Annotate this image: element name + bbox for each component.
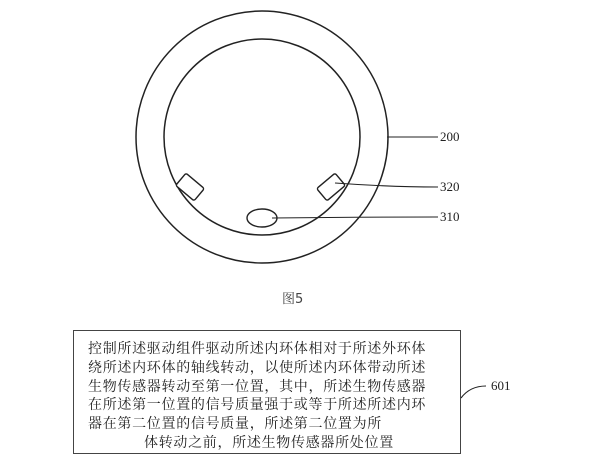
label-310: 310 [440,209,460,224]
inner-ring [164,39,360,235]
step-text-line: 绕所述内环体的轴线转动，以使所述内环体带动所述 [88,359,427,376]
step-text-line: 在所述第一位置的信号质量强于或等于所述所述内环 [88,397,427,414]
step-text-line: 控制所述驱动组件驱动所述内环体相对于所述外环体 [88,341,427,357]
step-601-box [73,330,461,454]
leader-601 [461,386,486,398]
step-text-line: 生物传感器转动至第一位置，其中，所述生物传感器 [88,378,427,395]
figure-caption: 图5 [282,292,304,307]
leader-310 [272,217,438,218]
label-200: 200 [440,129,460,144]
label-601: 601 [491,378,511,393]
leader-320 [335,183,438,187]
step-text-line: 器在第二位置的信号质量，所述第二位置为所 [88,416,382,433]
sensor-pad-left [176,173,205,201]
sensor-pad-right [317,173,346,201]
step-text-line: 体转动之前，所述生物传感器所处位置 [144,434,394,451]
label-320: 320 [440,179,460,194]
